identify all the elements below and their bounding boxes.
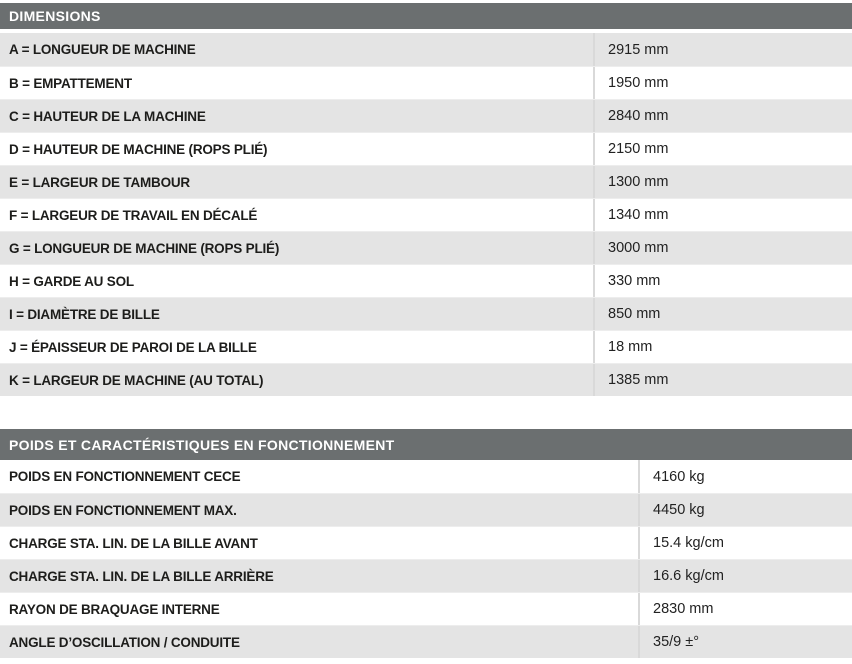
table-row	[0, 264, 852, 297]
table-row	[0, 625, 852, 658]
table-row	[0, 66, 852, 99]
spec-value: 850 mm	[593, 298, 852, 330]
spec-value: 15.4 kg/cm	[638, 527, 852, 559]
spec-label: J = ÉPAISSEUR DE PAROI DE LA BILLE	[9, 339, 257, 355]
spec-label: ANGLE D’OSCILLATION / CONDUITE	[9, 634, 240, 650]
spec-label: CHARGE STA. LIN. DE LA BILLE AVANT	[9, 535, 258, 551]
spec-value: 1385 mm	[593, 364, 852, 396]
table-row	[0, 198, 852, 231]
spec-value: 2840 mm	[593, 100, 852, 132]
spec-label: D = HAUTEUR DE MACHINE (ROPS PLIÉ)	[9, 141, 268, 157]
table-title: DIMENSIONS	[9, 8, 101, 24]
spec-label: I = DIAMÈTRE DE BILLE	[9, 306, 160, 322]
spec-value: 2150 mm	[593, 133, 852, 165]
table-row	[0, 231, 852, 264]
spec-value: 330 mm	[593, 265, 852, 297]
table-row	[0, 33, 852, 66]
spec-label: K = LARGEUR DE MACHINE (AU TOTAL)	[9, 372, 264, 388]
spec-value: 4160 kg	[638, 460, 852, 493]
spec-value: 2915 mm	[593, 33, 852, 66]
table-row	[0, 493, 852, 526]
spec-value: 18 mm	[593, 331, 852, 363]
spec-label: C = HAUTEUR DE LA MACHINE	[9, 108, 206, 124]
dimensions-table-header	[0, 3, 852, 29]
table-row	[0, 99, 852, 132]
table-row	[0, 526, 852, 559]
spec-label: POIDS EN FONCTIONNEMENT MAX.	[9, 502, 237, 518]
table-row	[0, 460, 852, 493]
dimensions-table-rows	[0, 33, 852, 396]
table-title: POIDS ET CARACTÉRISTIQUES EN FONCTIONNEMENT	[9, 436, 395, 453]
spec-value: 2830 mm	[638, 593, 852, 625]
spec-label: F = LARGEUR DE TRAVAIL EN DÉCALÉ	[9, 207, 258, 223]
spec-value: 1300 mm	[593, 166, 852, 198]
spec-label: RAYON DE BRAQUAGE INTERNE	[9, 601, 220, 617]
spec-label: A = LONGUEUR DE MACHINE	[9, 42, 196, 57]
table-row	[0, 363, 852, 396]
spec-value: 1950 mm	[593, 67, 852, 99]
operating-weights-table-header	[0, 429, 852, 460]
spec-label: E = LARGEUR DE TAMBOUR	[9, 174, 190, 190]
table-row	[0, 559, 852, 592]
table-row	[0, 592, 852, 625]
spec-value: 16.6 kg/cm	[638, 560, 852, 592]
spec-value: 3000 mm	[593, 232, 852, 264]
spec-label: B = EMPATTEMENT	[9, 75, 132, 91]
dimensions-table	[0, 3, 852, 396]
spec-label: CHARGE STA. LIN. DE LA BILLE ARRIÈRE	[9, 568, 274, 584]
spec-label: H = GARDE AU SOL	[9, 273, 134, 289]
spec-label: POIDS EN FONCTIONNEMENT CECE	[9, 469, 241, 484]
table-row	[0, 297, 852, 330]
table-row	[0, 330, 852, 363]
table-row	[0, 165, 852, 198]
spec-label: G = LONGUEUR DE MACHINE (ROPS PLIÉ)	[9, 240, 280, 256]
operating-weights-table-rows	[0, 460, 852, 658]
spec-value: 4450 kg	[638, 494, 852, 526]
table-row	[0, 132, 852, 165]
spec-value: 1340 mm	[593, 199, 852, 231]
spec-value: 35/9 ±°	[638, 626, 852, 658]
operating-weights-table	[0, 429, 852, 658]
